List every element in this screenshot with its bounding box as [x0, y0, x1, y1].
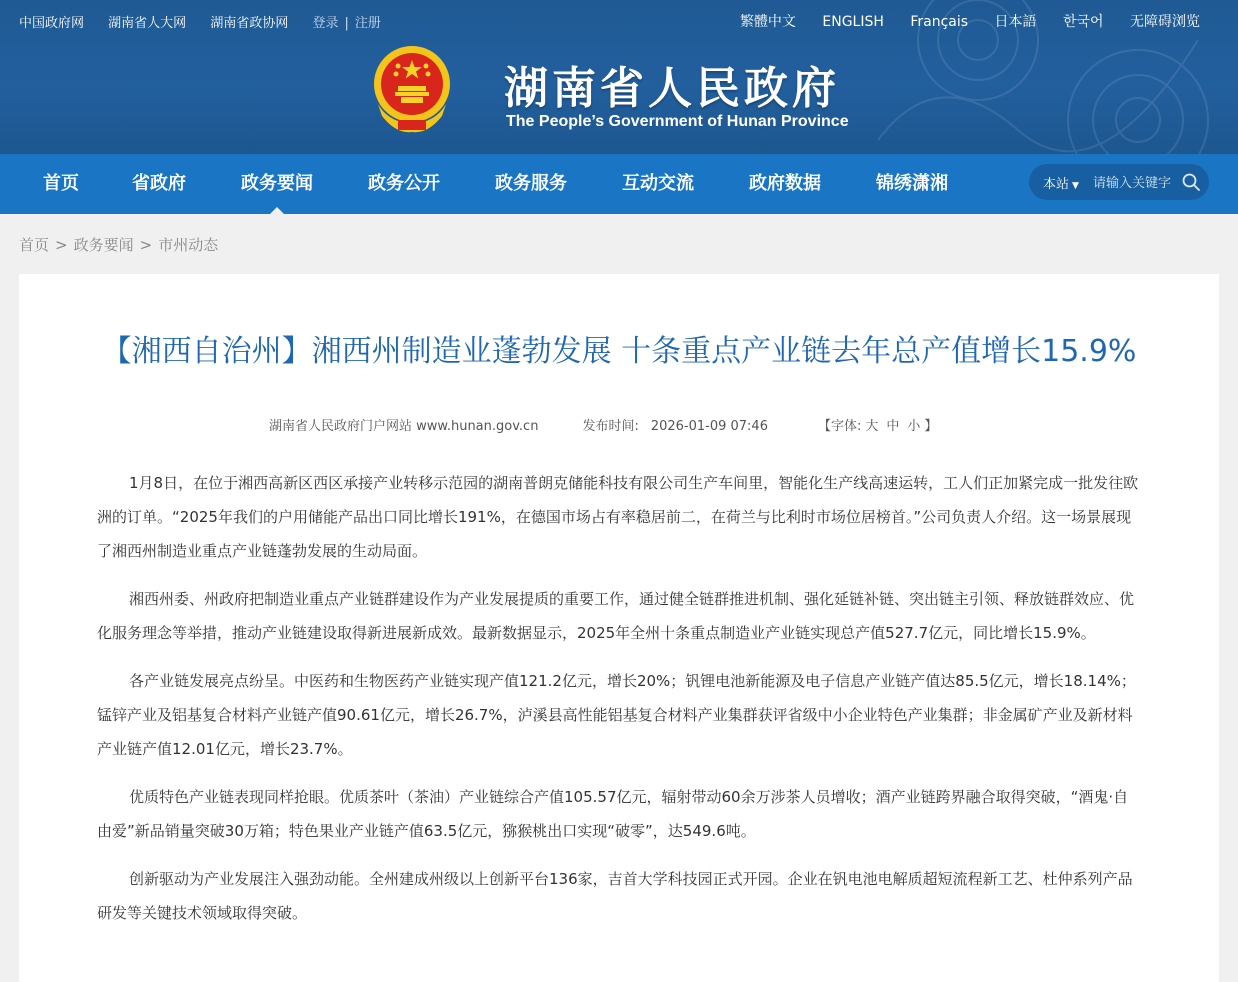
lang-korean[interactable]: 한국어 [1062, 14, 1104, 30]
article-paragraph: 1月8日，在位于湘西高新区西区承接产业转移示范园的湖南普朗克储能科技有限公司生产车间里，智能化生产线高速运转，工人们正加紧完成一批发往欧洲的订单。“2025年我们的户用储能产品出口同比增长191%，在德国市场占有率稳居前二，在荷兰与比利时市场位居榜首。”公司负责人介绍。这一场景展现了湘西州制造业重点产业链蓬勃发展的生动局面。 [97, 474, 1139, 560]
font-large-button[interactable]: 大 [865, 419, 879, 434]
link-hunan-cppcc[interactable]: 湖南省政协网 [210, 16, 289, 31]
nav-item-gov-data[interactable]: 政府数据 [749, 173, 821, 194]
article-paragraph: 创新驱动为产业发展注入强劲动能。全州建成州级以上创新平台136家，吉首大学科技园正式开园。企业在钒电池电解质超短流程新工艺、杜仲系列产品研发等关键技术领域取得突破。 [97, 870, 1133, 922]
search-icon[interactable] [1181, 172, 1201, 192]
breadcrumb-home[interactable]: 首页 [19, 236, 50, 254]
publish-date: 2026-01-09 07:46 [650, 419, 768, 434]
article-body [97, 466, 1141, 944]
nav-item-gov-disclosure[interactable]: 政务公开 [368, 173, 440, 194]
register-link[interactable]: 注册 [354, 16, 381, 31]
national-emblem-icon [368, 44, 456, 136]
article-title: 【湘西自治州】湘西州制造业蓬勃发展 十条重点产业链去年总产值增长15.9% [101, 334, 1137, 369]
main-nav [0, 154, 1238, 214]
top-bar [0, 0, 1238, 40]
login-link[interactable]: 登录 [312, 16, 339, 31]
article-paragraph: 湘西州委、州政府把制造业重点产业链群建设作为产业发展提质的重要工作，通过健全链群推进机制、强化延链补链、突出链主引领、释放链群效应、优化服务理念等举措，推动产业链建设取得新进展新成效。最新数据显示，2025年全州十条重点制造业产业链实现总产值527.7亿元，同比增长15.9%。 [97, 590, 1135, 642]
lang-french[interactable]: Français [910, 14, 969, 30]
login-separator: | [344, 16, 349, 31]
article-paragraph: 优质特色产业链表现同样抢眼。优质茶叶（茶油）产业链综合产值105.57亿元，辐射带动60余万涉茶人员增收；酒产业链跨界融合取得突破，“酒鬼·自由爱”新品销量突破30万箱；特色果业产业链产值63.5亿元，猕猴桃出口实现“破零”，达549.6吨。 [97, 788, 1129, 840]
nav-item-interaction[interactable]: 互动交流 [622, 173, 694, 194]
breadcrumb-separator: > [139, 236, 153, 254]
nav-item-gov-services[interactable]: 政务服务 [495, 173, 567, 194]
lang-traditional-chinese[interactable]: 繁體中文 [739, 14, 796, 30]
article-container [19, 274, 1219, 982]
font-size-label: 【字体: [817, 419, 862, 434]
search-input[interactable] [1091, 172, 1185, 194]
breadcrumb-news[interactable]: 政务要闻 [73, 236, 134, 254]
site-header [0, 0, 1238, 154]
font-small-button[interactable]: 小 [907, 419, 921, 434]
top-links [19, 12, 401, 31]
nav-item-home[interactable]: 首页 [43, 173, 79, 194]
site-title-english: The People’s Government of Hunan Province [506, 113, 849, 130]
nav-item-hunan-scenery[interactable]: 锦绣潇湘 [876, 173, 948, 194]
breadcrumb-separator: > [55, 236, 68, 254]
search-scope-dropdown[interactable] [1043, 173, 1079, 192]
caret-down-icon: ▼ [1072, 181, 1079, 191]
search-box [1029, 164, 1209, 200]
font-medium-button[interactable]: 中 [886, 419, 900, 434]
lang-japanese[interactable]: 日本語 [994, 14, 1037, 30]
search-scope-label: 本站 [1043, 177, 1070, 192]
lang-english[interactable]: ENGLISH [822, 14, 884, 30]
article-meta [269, 415, 937, 434]
article-source: 湖南省人民政府门户网站 www.hunan.gov.cn [269, 419, 539, 434]
nav-item-news[interactable]: 政务要闻 [241, 154, 313, 214]
accessibility-link[interactable]: 无障碍浏览 [1130, 14, 1200, 30]
link-gov-cn[interactable]: 中国政府网 [19, 16, 85, 31]
publish-date-label: 发布时间: [582, 419, 639, 434]
article-paragraph: 各产业链发展亮点纷呈。中医药和生物医药产业链实现产值121.2亿元，增长20%；钒锂电池新能源及电子信息产业链产值达85.5亿元，增长18.14%；锰锌产业及铝基复合材料产业链产值90.61亿元，增长26.7%，泸溪县高性能铝基复合材料产业集群获评省级中小企业特色产业集群；非金属矿产业及新材料产业链产值12.01亿元，增长23.7%。 [97, 672, 1136, 758]
site-title: 湖南省人民政府 [504, 63, 840, 114]
breadcrumb-city-news[interactable]: 市州动态 [158, 236, 219, 254]
font-size-controls [818, 419, 937, 434]
breadcrumb [19, 234, 218, 255]
language-links [718, 11, 1200, 31]
font-size-close: 】 [924, 419, 938, 434]
link-hunan-npc[interactable]: 湖南省人大网 [108, 16, 187, 31]
nav-item-provincial-gov[interactable]: 省政府 [132, 173, 186, 194]
